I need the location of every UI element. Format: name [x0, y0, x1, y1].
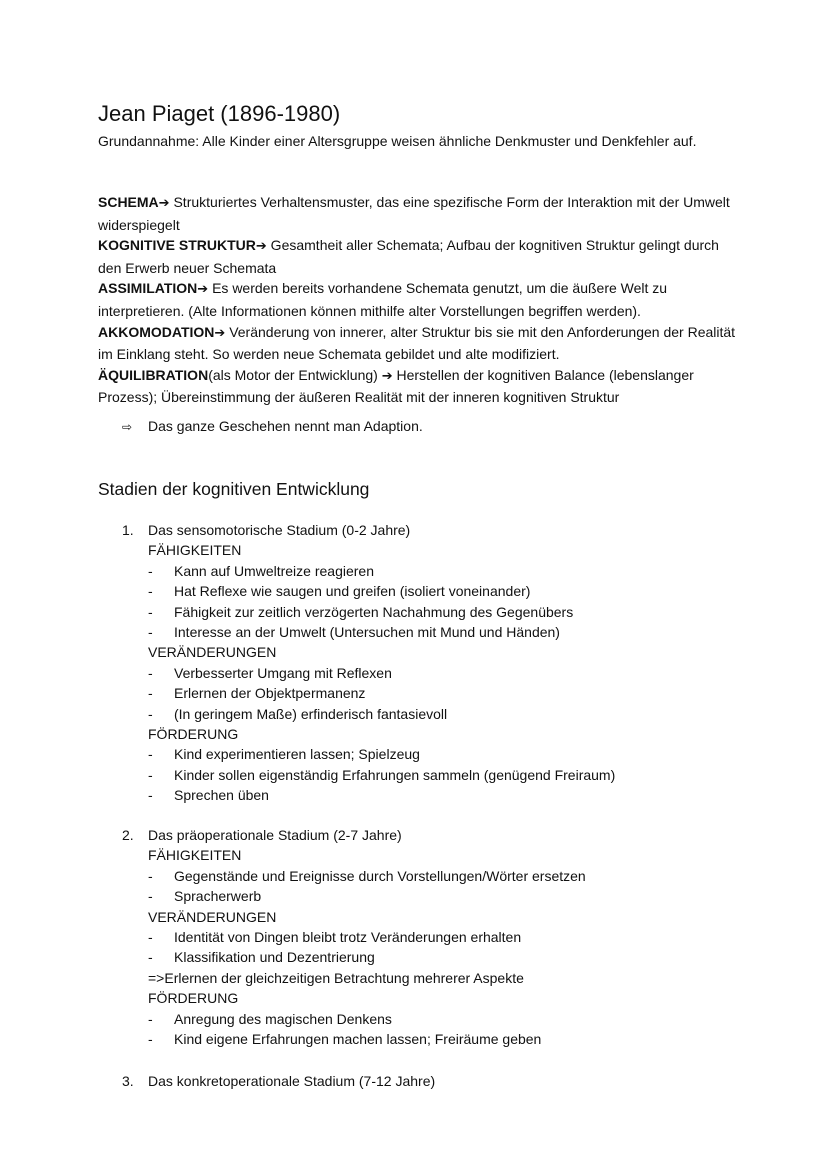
- list-item-text: Anregung des magischen Denkens: [174, 1010, 392, 1027]
- list-item-text: (In geringem Maße) erfinderisch fantasievoll: [174, 705, 448, 722]
- list-item-text: Fähigkeit zur zeitlich verzögerten Nachahmung des Gegenübers: [174, 603, 574, 620]
- list-item-text: Identität von Dingen bleibt trotz Veränderungen erhalten: [174, 929, 522, 946]
- definitions-block: [98, 192, 738, 408]
- dash-bullet: -: [148, 705, 153, 722]
- list-item-text: Hat Reflexe wie saugen und greifen (isoliert voneinander): [174, 583, 531, 600]
- definition-term-suffix: (als Motor der Entwicklung): [208, 366, 382, 383]
- dash-bullet: -: [148, 949, 153, 966]
- list-item: [122, 947, 586, 967]
- definition-term: SCHEMA: [98, 194, 159, 210]
- list-item: [122, 683, 615, 703]
- veraenderungen-note: =>Erlernen der gleichzeitigen Betrachtung mehrerer Aspekte: [148, 969, 524, 986]
- dash-bullet: -: [148, 746, 153, 763]
- dash-bullet: -: [148, 1010, 153, 1027]
- definition-assimilation: [98, 278, 738, 321]
- dash-bullet: -: [148, 1031, 153, 1048]
- stage-number: 3.: [122, 1073, 134, 1089]
- stage-title-text: Das konkretoperationale Stadium (7-12 Jahre): [148, 1073, 436, 1089]
- list-item: [122, 561, 615, 581]
- hollow-arrow-right-icon: ⇨: [122, 420, 133, 434]
- list-item-text: Verbesserter Umgang mit Reflexen: [174, 664, 392, 681]
- list-item: [122, 866, 586, 886]
- list-item: [122, 1009, 586, 1029]
- list-item: [122, 663, 615, 683]
- definition-term: ÄQUILIBRATION: [98, 366, 209, 383]
- definition-term: AKKOMODATION: [98, 323, 215, 340]
- arrow-right-icon: ➔: [158, 196, 170, 211]
- list-item-text: Erlernen der Objektpermanenz: [174, 685, 366, 702]
- stage-1: [122, 520, 615, 806]
- stage-title: [122, 1071, 435, 1091]
- section-heading: Stadien der kognitiven Entwicklung: [98, 479, 370, 499]
- stage-title: [122, 520, 615, 540]
- stage-title-text: Das sensomotorische Stadium (0-2 Jahre): [148, 522, 411, 538]
- dash-bullet: -: [148, 787, 153, 804]
- stage-title-text: Das präoperationale Stadium (2-7 Jahre): [148, 827, 402, 843]
- definition-text: Es werden bereits vorhandene Schemata genutzt, um die äußere Welt zu interpretieren. (Alte Informationen können mithilfe alter Vorstellungen begriffen werden).: [98, 280, 668, 319]
- definition-text: Veränderung von innerer, alter Struktur bis sie mit den Anforderungen der Realität im Einklang steht. So werden neue Schemata gebildet und alte modifiziert.: [98, 323, 736, 363]
- veraenderungen-label: VERÄNDERUNGEN: [148, 644, 277, 661]
- definition-text: Herstellen der kognitiven Balance (lebenslanger Prozess); Übereinstimmung der äußeren Realität mit der inneren kognitiven Struktur: [98, 366, 694, 406]
- list-item: [122, 886, 586, 906]
- list-item-text: Kind experimentieren lassen; Spielzeug: [174, 746, 420, 763]
- list-item-text: Kind eigene Erfahrungen machen lassen; Freiräume geben: [174, 1031, 542, 1048]
- arrow-right-icon: ➔: [214, 325, 226, 341]
- dash-bullet: -: [148, 929, 153, 946]
- list-item: [122, 744, 615, 764]
- foerderung-label: FÖRDERUNG: [148, 726, 239, 743]
- list-item-text: Klassifikation und Dezentrierung: [174, 949, 375, 966]
- list-item-text: Interesse an der Umwelt (Untersuchen mit Mund und Händen): [174, 624, 560, 641]
- dash-bullet: -: [148, 867, 153, 884]
- list-item: [122, 602, 615, 622]
- list-item: [122, 581, 615, 601]
- definition-aequilibration: [98, 365, 738, 408]
- arrow-right-icon: ➔: [197, 282, 209, 298]
- definition-text: Gesamtheit aller Schemata; Aufbau der kognitiven Struktur gelingt durch den Erwerb neuer Schemata: [98, 237, 719, 276]
- conclusion-text: Das ganze Geschehen nennt man Adaption.: [148, 418, 423, 434]
- list-item-text: Kinder sollen eigenständig Erfahrungen sammeln (genügend Freiraum): [174, 766, 616, 783]
- list-item: [122, 704, 615, 724]
- dash-bullet: -: [148, 562, 153, 579]
- stage-number: 1.: [122, 522, 134, 538]
- dash-bullet: -: [148, 603, 153, 620]
- stage-title: [122, 825, 586, 845]
- faehigkeiten-label: FÄHIGKEITEN: [148, 542, 242, 559]
- dash-bullet: -: [148, 685, 153, 702]
- dash-bullet: -: [148, 664, 153, 681]
- dash-bullet: -: [148, 766, 153, 783]
- definition-schema: [98, 192, 738, 235]
- list-item-text: Spracherwerb: [174, 888, 262, 905]
- page-title: Jean Piaget (1896-1980): [98, 101, 341, 126]
- list-item-text: Gegenstände und Ereignisse durch Vorstellungen/Wörter ersetzen: [174, 867, 586, 884]
- dash-bullet: -: [148, 624, 153, 641]
- stage-number: 2.: [122, 827, 134, 843]
- definition-term: ASSIMILATION: [98, 280, 198, 297]
- dash-bullet: -: [148, 583, 153, 600]
- conclusion-line: [122, 416, 423, 437]
- list-item: [122, 785, 615, 805]
- veraenderungen-label: VERÄNDERUNGEN: [148, 908, 277, 925]
- stage-2: [122, 825, 586, 1049]
- definition-akkomodation: [98, 322, 738, 365]
- list-item-text: Sprechen üben: [174, 787, 269, 804]
- dash-bullet: -: [148, 888, 153, 905]
- arrow-right-icon: ➔: [255, 239, 267, 255]
- faehigkeiten-label: FÄHIGKEITEN: [148, 847, 242, 864]
- definition-text: Strukturiertes Verhaltensmuster, das eine spezifische Form der Interaktion mit der Umwelt widerspiegelt: [98, 194, 730, 233]
- stage-3: [122, 1071, 435, 1091]
- list-item: [122, 1029, 586, 1049]
- intro-paragraph: Grundannahme: Alle Kinder einer Altersgruppe weisen ähnliche Denkmuster und Denkfehler auf.: [98, 133, 697, 149]
- list-item: [122, 622, 615, 642]
- list-item-text: Kann auf Umweltreize reagieren: [174, 562, 374, 579]
- list-item: [122, 765, 615, 785]
- definition-term: KOGNITIVE STRUKTUR: [98, 237, 256, 254]
- definition-kognitive-struktur: [98, 235, 738, 278]
- arrow-right-icon: ➔: [381, 368, 393, 384]
- foerderung-label: FÖRDERUNG: [148, 990, 239, 1007]
- list-item: [122, 927, 586, 947]
